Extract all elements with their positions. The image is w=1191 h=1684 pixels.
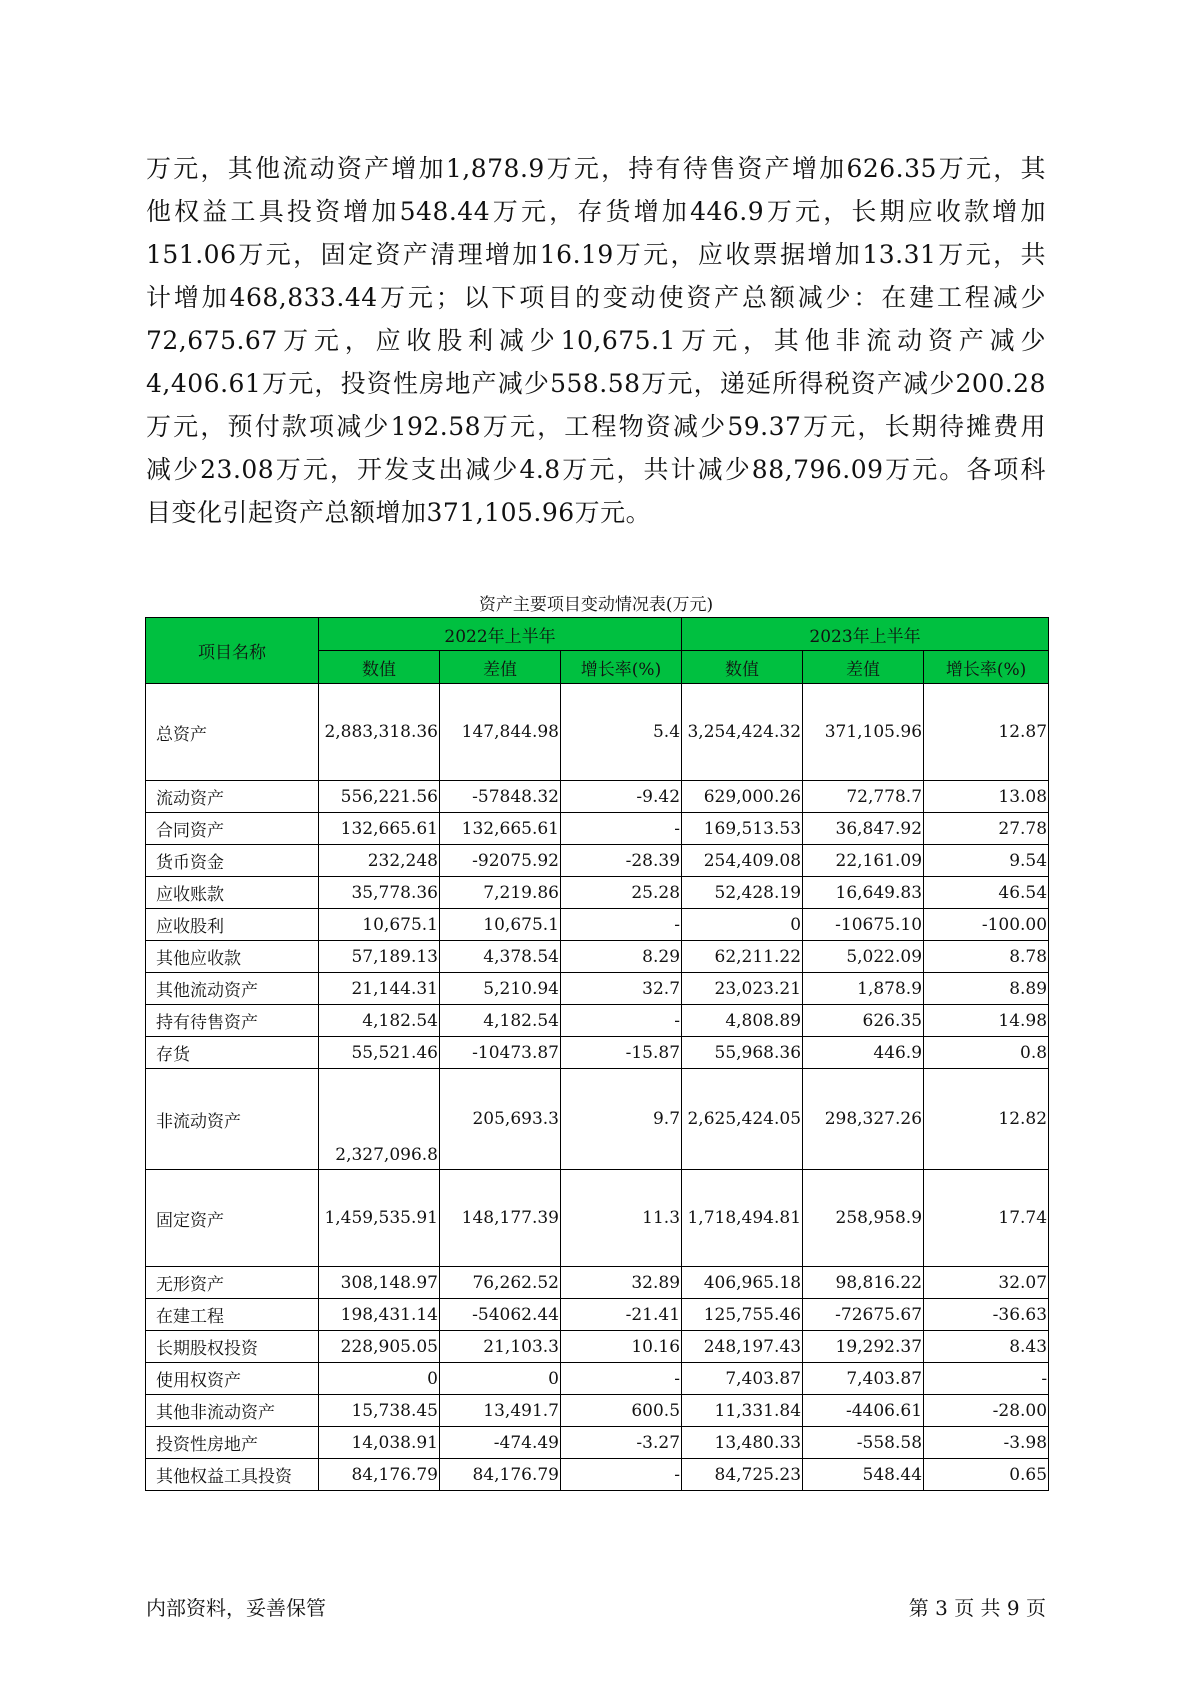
cell-2022-growth: -28.39	[561, 845, 682, 877]
cell-2022-diff: 21,103.3	[440, 1331, 561, 1363]
cell-2023-value: 2,625,424.05	[682, 1069, 803, 1170]
cell-2023-value: 11,331.84	[682, 1395, 803, 1427]
cell-2023-diff: 5,022.09	[803, 941, 924, 973]
cell-2023-diff: -10675.10	[803, 909, 924, 941]
cell-item-name: 合同资产	[146, 813, 319, 845]
cell-2023-diff: -4406.61	[803, 1395, 924, 1427]
header-growth: 增长率(%)	[924, 651, 1049, 684]
header-value: 数值	[682, 651, 803, 684]
cell-2023-growth: -	[924, 1363, 1049, 1395]
cell-2022-diff: 76,262.52	[440, 1267, 561, 1299]
cell-2023-diff: -558.58	[803, 1427, 924, 1459]
cell-item-name: 投资性房地产	[146, 1427, 319, 1459]
cell-2022-diff: 13,491.7	[440, 1395, 561, 1427]
cell-2023-diff: 72,778.7	[803, 781, 924, 813]
cell-2022-growth: -	[561, 1459, 682, 1491]
cell-2023-diff: 7,403.87	[803, 1363, 924, 1395]
cell-2022-growth: 10.16	[561, 1331, 682, 1363]
cell-2023-value: 248,197.43	[682, 1331, 803, 1363]
cell-2023-diff: 36,847.92	[803, 813, 924, 845]
cell-2022-growth: -	[561, 1005, 682, 1037]
cell-2023-diff: 626.35	[803, 1005, 924, 1037]
paragraph-line: 万元，其他流动资产增加1,878.9万元，持有待售资产增加626.35万元，其	[146, 154, 1046, 183]
cell-2022-diff: 205,693.3	[440, 1069, 561, 1170]
paragraph-line: 万元，预付款项减少192.58万元，工程物资减少59.37万元，长期待摊费用	[146, 412, 1046, 441]
cell-item-name: 应收账款	[146, 877, 319, 909]
cell-item-name: 长期股权投资	[146, 1331, 319, 1363]
cell-2022-growth: 32.89	[561, 1267, 682, 1299]
cell-2022-diff: 148,177.39	[440, 1170, 561, 1267]
cell-2022-value: 35,778.36	[319, 877, 440, 909]
cell-2022-value: 1,459,535.91	[319, 1170, 440, 1267]
table-row	[146, 1005, 1049, 1037]
cell-2022-value: 14,038.91	[319, 1427, 440, 1459]
cell-2023-value: 0	[682, 909, 803, 941]
cell-2023-growth: 9.54	[924, 845, 1049, 877]
cell-2023-growth: -100.00	[924, 909, 1049, 941]
table-body	[146, 684, 1049, 1491]
cell-2022-diff: 10,675.1	[440, 909, 561, 941]
body-paragraph	[146, 147, 1046, 534]
cell-2022-value: 2,883,318.36	[319, 684, 440, 781]
header-period-2023: 2023年上半年	[682, 618, 1049, 651]
cell-2023-diff: 446.9	[803, 1037, 924, 1069]
table-row	[146, 684, 1049, 781]
cell-2022-value: 84,176.79	[319, 1459, 440, 1491]
cell-2022-growth: 9.7	[561, 1069, 682, 1170]
cell-2022-growth: 11.3	[561, 1170, 682, 1267]
cell-item-name: 货币资金	[146, 845, 319, 877]
cell-2023-growth: 8.43	[924, 1331, 1049, 1363]
cell-2023-diff: -72675.67	[803, 1299, 924, 1331]
footer-confidential-note: 内部资料，妥善保管	[146, 1596, 326, 1620]
paragraph-line: 减少23.08万元，开发支出减少4.8万元，共计减少88,796.09万元。各项科	[146, 455, 1046, 484]
table-row	[146, 877, 1049, 909]
cell-2023-diff: 22,161.09	[803, 845, 924, 877]
header-diff: 差值	[440, 651, 561, 684]
table-row	[146, 1395, 1049, 1427]
cell-2023-diff: 371,105.96	[803, 684, 924, 781]
cell-2022-value: 57,189.13	[319, 941, 440, 973]
cell-2023-diff: 1,878.9	[803, 973, 924, 1005]
cell-2023-growth: -3.98	[924, 1427, 1049, 1459]
table-row	[146, 1267, 1049, 1299]
table-row	[146, 909, 1049, 941]
cell-2022-growth: -15.87	[561, 1037, 682, 1069]
cell-2022-growth: -	[561, 909, 682, 941]
cell-2022-value: 308,148.97	[319, 1267, 440, 1299]
paragraph-line: 计增加468,833.44万元；以下项目的变动使资产总额减少：在建工程减少	[146, 283, 1046, 312]
cell-2022-diff: 147,844.98	[440, 684, 561, 781]
cell-item-name: 在建工程	[146, 1299, 319, 1331]
cell-2022-diff: -92075.92	[440, 845, 561, 877]
cell-2022-diff: -54062.44	[440, 1299, 561, 1331]
cell-2023-growth: 8.78	[924, 941, 1049, 973]
table-row	[146, 1459, 1049, 1491]
cell-item-name: 使用权资产	[146, 1363, 319, 1395]
cell-2023-diff: 16,649.83	[803, 877, 924, 909]
cell-2022-growth: -21.41	[561, 1299, 682, 1331]
cell-2023-value: 629,000.26	[682, 781, 803, 813]
cell-2023-growth: 12.82	[924, 1069, 1049, 1170]
cell-2023-value: 125,755.46	[682, 1299, 803, 1331]
cell-2023-diff: 258,958.9	[803, 1170, 924, 1267]
cell-2022-diff: 7,219.86	[440, 877, 561, 909]
cell-2023-growth: 8.89	[924, 973, 1049, 1005]
cell-2023-value: 7,403.87	[682, 1363, 803, 1395]
cell-2023-growth: 46.54	[924, 877, 1049, 909]
cell-2022-diff: 84,176.79	[440, 1459, 561, 1491]
cell-2023-growth: 14.98	[924, 1005, 1049, 1037]
paragraph-line: 151.06万元，固定资产清理增加16.19万元，应收票据增加13.31万元，共	[146, 240, 1046, 269]
cell-2022-diff: -474.49	[440, 1427, 561, 1459]
cell-2023-value: 55,968.36	[682, 1037, 803, 1069]
cell-2023-growth: 13.08	[924, 781, 1049, 813]
table-caption: 资产主要项目变动情况表(万元)	[478, 595, 714, 615]
cell-2023-value: 254,409.08	[682, 845, 803, 877]
cell-item-name: 存货	[146, 1037, 319, 1069]
cell-2023-diff: 19,292.37	[803, 1331, 924, 1363]
header-growth: 增长率(%)	[561, 651, 682, 684]
table-row	[146, 1363, 1049, 1395]
cell-2023-growth: 0.8	[924, 1037, 1049, 1069]
table-row	[146, 1427, 1049, 1459]
paragraph-line: 72,675.67万元，应收股利减少10,675.1万元，其他非流动资产减少	[146, 326, 1046, 355]
cell-2023-value: 3,254,424.32	[682, 684, 803, 781]
cell-2022-value: 132,665.61	[319, 813, 440, 845]
table-row	[146, 845, 1049, 877]
cell-2022-growth: -	[561, 1363, 682, 1395]
table-row	[146, 813, 1049, 845]
paragraph-line: 他权益工具投资增加548.44万元，存货增加446.9万元，长期应收款增加	[146, 197, 1046, 226]
cell-2022-value: 0	[319, 1363, 440, 1395]
cell-2023-value: 1,718,494.81	[682, 1170, 803, 1267]
cell-2023-growth: 32.07	[924, 1267, 1049, 1299]
cell-2023-value: 169,513.53	[682, 813, 803, 845]
cell-2022-value: 55,521.46	[319, 1037, 440, 1069]
cell-2022-diff: 132,665.61	[440, 813, 561, 845]
cell-2022-growth: 32.7	[561, 973, 682, 1005]
cell-2023-value: 13,480.33	[682, 1427, 803, 1459]
cell-2022-value: 232,248	[319, 845, 440, 877]
cell-2022-diff: 4,182.54	[440, 1005, 561, 1037]
cell-2022-growth: -	[561, 813, 682, 845]
cell-2022-value: 556,221.56	[319, 781, 440, 813]
cell-2022-diff: 4,378.54	[440, 941, 561, 973]
cell-2022-value: 15,738.45	[319, 1395, 440, 1427]
cell-item-name: 固定资产	[146, 1170, 319, 1267]
table-row	[146, 1069, 1049, 1170]
cell-2022-diff: 5,210.94	[440, 973, 561, 1005]
cell-2022-growth: 25.28	[561, 877, 682, 909]
cell-item-name: 其他应收款	[146, 941, 319, 973]
cell-2023-value: 52,428.19	[682, 877, 803, 909]
cell-2022-growth: -9.42	[561, 781, 682, 813]
cell-item-name: 非流动资产	[146, 1069, 319, 1170]
header-diff: 差值	[803, 651, 924, 684]
cell-item-name: 其他流动资产	[146, 973, 319, 1005]
asset-change-table	[145, 617, 1049, 1491]
table-row	[146, 1170, 1049, 1267]
cell-item-name: 其他权益工具投资	[146, 1459, 319, 1491]
header-item-name: 项目名称	[146, 618, 319, 684]
table-row	[146, 1331, 1049, 1363]
cell-2022-value: 10,675.1	[319, 909, 440, 941]
table-row	[146, 941, 1049, 973]
cell-item-name: 无形资产	[146, 1267, 319, 1299]
header-value: 数值	[319, 651, 440, 684]
cell-2022-value: 198,431.14	[319, 1299, 440, 1331]
cell-2023-value: 84,725.23	[682, 1459, 803, 1491]
table-row	[146, 1299, 1049, 1331]
cell-2022-diff: -10473.87	[440, 1037, 561, 1069]
cell-2022-growth: 8.29	[561, 941, 682, 973]
cell-2022-value: 4,182.54	[319, 1005, 440, 1037]
cell-2022-growth: 5.4	[561, 684, 682, 781]
cell-item-name: 总资产	[146, 684, 319, 781]
cell-2022-diff: 0	[440, 1363, 561, 1395]
cell-2023-diff: 298,327.26	[803, 1069, 924, 1170]
cell-2022-growth: 600.5	[561, 1395, 682, 1427]
cell-2023-growth: -28.00	[924, 1395, 1049, 1427]
cell-2023-value: 4,808.89	[682, 1005, 803, 1037]
cell-2023-growth: 12.87	[924, 684, 1049, 781]
header-period-2022: 2022年上半年	[319, 618, 682, 651]
cell-2023-growth: 0.65	[924, 1459, 1049, 1491]
cell-item-name: 应收股利	[146, 909, 319, 941]
cell-2022-diff: -57848.32	[440, 781, 561, 813]
paragraph-line: 4,406.61万元，投资性房地产减少558.58万元，递延所得税资产减少200.28	[146, 369, 1046, 398]
cell-2023-growth: 17.74	[924, 1170, 1049, 1267]
cell-item-name: 其他非流动资产	[146, 1395, 319, 1427]
cell-2023-value: 23,023.21	[682, 973, 803, 1005]
cell-2023-growth: -36.63	[924, 1299, 1049, 1331]
table-row	[146, 973, 1049, 1005]
paragraph-line: 目变化引起资产总额增加371,105.96万元。	[146, 498, 652, 527]
table-row	[146, 781, 1049, 813]
cell-2022-value: 2,327,096.8	[319, 1069, 440, 1170]
cell-2022-value: 21,144.31	[319, 973, 440, 1005]
table-row	[146, 1037, 1049, 1069]
cell-2023-diff: 98,816.22	[803, 1267, 924, 1299]
cell-2023-growth: 27.78	[924, 813, 1049, 845]
cell-2023-value: 62,211.22	[682, 941, 803, 973]
cell-2022-value: 228,905.05	[319, 1331, 440, 1363]
cell-2022-growth: -3.27	[561, 1427, 682, 1459]
cell-item-name: 持有待售资产	[146, 1005, 319, 1037]
cell-2023-diff: 548.44	[803, 1459, 924, 1491]
footer-page-number: 第 3 页 共 9 页	[908, 1596, 1046, 1620]
cell-item-name: 流动资产	[146, 781, 319, 813]
cell-2023-value: 406,965.18	[682, 1267, 803, 1299]
